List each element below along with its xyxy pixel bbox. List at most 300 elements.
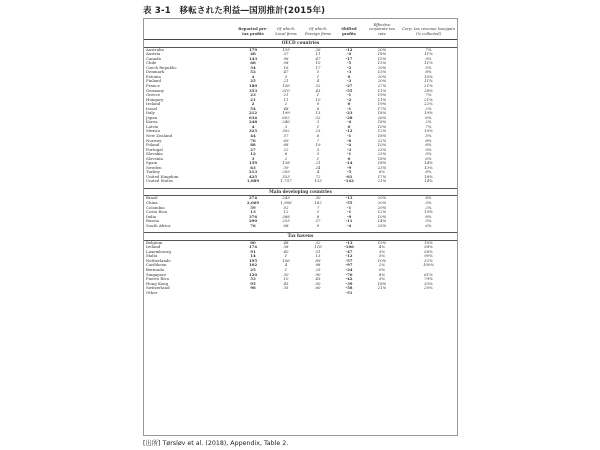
cell-foreign: 1	[316, 155, 320, 161]
col-header-gain: Corp. tax revenue loss/gain (% collected)	[400, 19, 457, 40]
cell-shifted: -5	[346, 169, 352, 175]
cell-rate: 27%	[377, 83, 387, 88]
cell-shifted: -3	[346, 69, 352, 75]
cell-profits: 63	[250, 164, 256, 170]
cell-profits: 21	[250, 96, 256, 102]
cell-gain: 8%	[425, 137, 432, 143]
cell-gain: 7%	[425, 46, 432, 52]
cell-local: 11	[283, 96, 289, 102]
cell-foreign: 37	[315, 218, 321, 224]
cell-local: 30	[283, 271, 289, 277]
cell-country: Mexico	[146, 128, 161, 134]
cell-profits: 4	[251, 123, 255, 129]
cell-gain: 61%	[424, 271, 433, 277]
cell-foreign: 8	[316, 213, 320, 219]
cell-gain: 2%	[425, 105, 432, 111]
cell-shifted: -4	[346, 222, 352, 228]
cell-foreign: 17	[315, 64, 321, 70]
cell-shifted: -1	[346, 151, 352, 157]
cell-country: Ireland	[146, 101, 161, 107]
cell-gain: 7%	[425, 123, 432, 129]
cell-foreign: 9	[316, 222, 320, 228]
cell-country: Spain	[146, 160, 158, 166]
cell-country: Russia	[146, 218, 159, 224]
page-title: 表 3-1 移転された利益―国別推計(2015年)	[143, 6, 326, 16]
cell-shifted: -1	[346, 204, 352, 210]
cell-rate: 10%	[377, 142, 387, 148]
cell-profits: 274	[248, 195, 258, 201]
cell-local: 1,906	[280, 199, 292, 205]
cell-rate: 21%	[377, 285, 387, 291]
cell-rate: 10%	[377, 257, 387, 263]
cell-profits: 25	[250, 266, 256, 272]
cell-shifted: -3	[346, 78, 352, 84]
cell-foreign: 6	[316, 105, 320, 111]
cell-gain: 6%	[425, 114, 432, 120]
header-row	[144, 19, 457, 40]
cell-shifted: -2	[346, 96, 352, 102]
cell-rate: 19%	[377, 239, 387, 245]
cell-shifted: 0	[347, 155, 351, 161]
cell-profits: 76	[250, 222, 256, 228]
cell-gain: 8%	[425, 213, 432, 219]
cell-country: Canada	[146, 55, 161, 61]
cell-foreign: 116	[314, 244, 322, 250]
cell-gain	[400, 291, 457, 296]
cell-shifted: -4	[346, 51, 352, 57]
cell-foreign: 32	[315, 114, 321, 120]
cell-country: United Kingdom	[146, 173, 179, 179]
cell-foreign: 32	[315, 239, 321, 245]
cell-local: 22	[283, 146, 289, 152]
cell-rate: 3%	[378, 248, 386, 254]
cell-foreign: 32	[315, 83, 321, 88]
cell-profits: 88	[250, 142, 256, 148]
cell-country: Netherlands	[146, 257, 171, 263]
cell-country: New Zealand	[146, 133, 173, 139]
cell-country: Other	[146, 289, 158, 295]
cell-country: Bermuda	[146, 266, 165, 272]
cell-country: Caribbean	[146, 262, 167, 268]
cell-local: 68	[283, 142, 289, 148]
cell-country: Malta	[146, 253, 158, 259]
cell-local: 3	[284, 123, 288, 129]
cell-country: Latvia	[146, 123, 159, 129]
section-header	[144, 189, 457, 196]
cell-profits: 13	[250, 209, 256, 215]
cell-shifted: -2	[346, 64, 352, 70]
cell-local: 302	[282, 128, 290, 134]
cell-profits: 195	[248, 257, 258, 263]
cell-profits: 25	[250, 78, 256, 84]
cell-profits: 23	[250, 92, 256, 98]
cell-foreign: 5	[316, 146, 320, 152]
cell-profits: 102	[248, 262, 258, 268]
cell-rate: 18%	[377, 133, 387, 139]
cell-shifted: -13	[345, 195, 353, 201]
cell-gain: 100%	[422, 262, 435, 268]
cell-rate: 3%	[378, 276, 386, 282]
cell-foreign: 50	[315, 280, 321, 286]
cell-shifted: -24	[345, 266, 353, 272]
col-header-shifted: Shifted profits	[334, 19, 364, 40]
cell-local: 1,757	[280, 178, 292, 184]
cell-profits: 290	[248, 218, 258, 224]
cell-shifted: -97	[345, 262, 353, 268]
cell-country: Czech Republic	[146, 64, 177, 70]
cell-country: China	[146, 199, 158, 205]
col-header-country	[144, 19, 236, 40]
cell-shifted: -5	[346, 60, 352, 66]
cell-shifted: -57	[345, 257, 353, 263]
cell-local: 68	[283, 222, 289, 228]
cell-local: 1	[284, 253, 288, 259]
cell-rate: 15%	[377, 69, 387, 75]
cell-local: 16	[283, 64, 289, 70]
cell-profits: 95	[250, 280, 256, 286]
cell-gain: 7%	[425, 92, 432, 98]
cell-country: Hong Kong	[146, 280, 169, 286]
cell-local: 21	[283, 78, 289, 84]
cell-foreign: 0	[316, 101, 320, 107]
data-table	[144, 19, 457, 295]
cell-foreign: 1	[316, 92, 320, 98]
section-title: Tax havens	[144, 233, 457, 240]
cell-gain: 79%	[424, 276, 433, 282]
cell-foreign: 60	[315, 285, 321, 291]
cell-profits	[236, 291, 270, 296]
cell-local: 21	[283, 92, 289, 98]
cell-foreign: 10	[315, 96, 321, 102]
cell-shifted: -61	[345, 173, 353, 179]
cell-foreign: 3	[316, 119, 320, 125]
cell-rate: 11%	[377, 96, 387, 102]
cell-foreign: 90	[315, 271, 321, 277]
cell-profits: 59	[250, 204, 256, 210]
cell-shifted: 0	[347, 123, 351, 129]
cell-profits: 68	[250, 60, 256, 66]
cell-country: Switzerland	[146, 285, 170, 291]
cell-profits: 212	[248, 110, 258, 116]
cell-local: 209	[282, 169, 290, 175]
cell-shifted: -58	[345, 285, 353, 291]
cell-gain: 14%	[424, 160, 433, 166]
cell-profits: 48	[250, 51, 256, 57]
cell-country: Japan	[146, 114, 158, 120]
cell-local: 12	[283, 209, 289, 215]
cell-country: Ireland	[146, 244, 161, 250]
cell-shifted: -27	[345, 83, 353, 88]
cell-profits: 248	[248, 119, 258, 125]
cell-gain: 11%	[424, 78, 433, 84]
cell-rate: 19%	[377, 101, 387, 107]
cell-shifted: -9	[346, 164, 352, 170]
cell-shifted: -106	[344, 244, 354, 250]
cell-profits: 325	[248, 128, 258, 134]
cell-rate: 20%	[377, 73, 387, 79]
cell-local: 10	[283, 276, 289, 282]
cell-country: Poland	[146, 142, 160, 148]
cell-shifted: -47	[345, 248, 353, 254]
cell-profits: 53	[250, 276, 256, 282]
cell-rate: 12%	[377, 128, 387, 134]
cell-country: Finland	[146, 78, 162, 84]
cell-profits: 14	[250, 253, 256, 259]
cell-profits: 76	[250, 137, 256, 143]
cell-foreign: 98	[315, 262, 321, 268]
cell-country: Sweden	[146, 164, 162, 170]
cell-local: 96	[283, 55, 289, 61]
cell-country: Singapore	[146, 271, 167, 277]
cell-country: Puerto Rico	[146, 276, 170, 282]
cell-rate: 18%	[377, 155, 387, 161]
cell-profits: 2,069	[246, 199, 260, 205]
cell-profits: 179	[248, 46, 258, 52]
col-header-rate: Effective corporate tax rate	[364, 19, 400, 40]
cell-gain: 6%	[425, 222, 432, 228]
cell-foreign: 1	[316, 209, 320, 215]
cell-gain: 3%	[425, 199, 432, 205]
cell-local: 58	[283, 244, 289, 250]
cell-gain: 20%	[424, 285, 433, 291]
cell-local: 48	[283, 239, 289, 245]
cell-foreign: 13	[315, 253, 321, 259]
cell-gain: 33%	[424, 280, 433, 286]
cell-foreign: 25	[315, 266, 321, 272]
cell-shifted: -1	[346, 209, 352, 215]
cell-shifted: -70	[345, 271, 353, 277]
cell-rate: 18%	[377, 51, 387, 57]
cell-foreign: 10	[315, 60, 321, 66]
cell-profits: 353	[248, 87, 258, 93]
cell-profits: 174	[248, 244, 258, 250]
cell-rate: 14%	[377, 218, 387, 224]
cell-country: Greece	[146, 92, 161, 98]
cell-foreign: 30	[315, 195, 321, 201]
cell-rate: 23%	[377, 146, 387, 152]
cell-country: Slovenia	[146, 155, 163, 161]
cell-gain: 58%	[424, 244, 433, 250]
cell-local: 2	[284, 155, 288, 161]
cell-shifted: -42	[345, 276, 353, 282]
cell-shifted: -12	[345, 128, 353, 134]
cell-gain: 5%	[425, 133, 432, 139]
col-header-local: Of which: Local firms	[270, 19, 302, 40]
cell-profits: 91	[250, 248, 256, 254]
section-header	[144, 40, 457, 47]
cell-foreign: 24	[315, 164, 321, 170]
cell-foreign: 7	[316, 137, 320, 143]
col-header-profits: Reported pre-tax profits	[236, 19, 270, 40]
cell-gain: 56%	[424, 248, 433, 254]
cell-country: France	[146, 83, 160, 88]
cell-rate: 4%	[378, 244, 386, 250]
cell-profits: 159	[248, 160, 258, 166]
cell-shifted: -11	[345, 218, 353, 224]
cell-shifted: -142	[344, 178, 354, 184]
cell-profits: 1,889	[246, 178, 260, 184]
cell-rate: 25%	[377, 222, 387, 228]
cell-profits: 143	[248, 55, 258, 61]
cell-shifted: -12	[345, 253, 353, 259]
cell-country: Norway	[146, 137, 162, 143]
cell-country: Hungary	[146, 96, 164, 102]
cell-gain: 28%	[424, 87, 433, 93]
cell-shifted: -51	[345, 289, 353, 295]
cell-foreign: 89	[315, 257, 321, 263]
cell-shifted: 0	[347, 101, 351, 107]
cell-gain: 9%	[425, 146, 432, 152]
cell-country: Australia	[146, 46, 164, 52]
cell-gain: 2%	[425, 204, 432, 210]
cell-gain: 13%	[424, 164, 433, 170]
cell-shifted: -55	[345, 199, 353, 205]
cell-country: Colombia	[146, 204, 165, 210]
cell-rate: 18%	[377, 280, 387, 286]
cell-foreign: 13	[315, 110, 321, 116]
cell-rate: 17%	[377, 173, 387, 179]
cell-foreign: 43	[315, 87, 321, 93]
cell-gain: 6%	[425, 155, 432, 161]
cell-country: Slovakia	[146, 151, 163, 157]
cell-profits: 98	[250, 285, 256, 291]
cell-country: Portugal	[146, 146, 163, 152]
cell-rate: 23%	[377, 151, 387, 157]
cell-rate: 17%	[377, 105, 387, 111]
cell-shifted: -12	[345, 46, 353, 52]
source-note: [出所] Tørsløv et al. (2018), Appendix, Table 2.	[143, 440, 289, 447]
cell-local: 243	[282, 195, 290, 201]
cell-country: Denmark	[146, 69, 165, 75]
cell-gain: 8%	[425, 69, 432, 75]
cell-local: 35	[283, 285, 289, 291]
cell-gain: 19%	[424, 110, 433, 116]
cell-shifted: -1	[346, 105, 352, 111]
cell-country: Luxembourg	[146, 248, 171, 254]
cell-gain: 2%	[425, 119, 432, 125]
cell-gain: 90%	[424, 253, 433, 259]
cell-profits: 376	[248, 213, 258, 219]
cell-country: Italy	[146, 110, 155, 116]
cell-foreign: 5	[316, 151, 320, 157]
cell-foreign: 133	[314, 178, 322, 184]
cell-rate: 12%	[377, 209, 387, 215]
cell-rate: 15%	[377, 60, 387, 66]
cell-profits: 34	[250, 64, 256, 70]
cell-gain: 32%	[424, 257, 433, 263]
cell-country: India	[146, 213, 157, 219]
cell-local: 69	[283, 137, 289, 143]
cell-country: Chile	[146, 60, 157, 66]
cell-profits: 2	[251, 101, 255, 107]
cell-local: 58	[283, 60, 289, 66]
cell-profits: 54	[250, 105, 256, 111]
cell-shifted: 0	[347, 73, 351, 79]
cell-local: 3	[284, 73, 288, 79]
cell-rate: 6%	[378, 169, 386, 175]
cell-local: 253	[282, 218, 290, 224]
cell-rate: 5%	[378, 253, 386, 259]
cell-foreign	[302, 291, 334, 296]
cell-country: Austria	[146, 51, 161, 57]
cell-country: Brazil	[146, 195, 158, 201]
cell-profits: 425	[248, 173, 258, 179]
cell-rate: 20%	[377, 195, 387, 201]
cell-rate: 18%	[377, 110, 387, 116]
cell-gain: 16%	[424, 239, 433, 245]
cell-country: South Africa	[146, 222, 171, 228]
cell-local: 48	[283, 105, 289, 111]
cell-local: 368	[282, 213, 290, 219]
cell-rate: 15%	[377, 55, 387, 61]
cell-gain: 11%	[424, 60, 433, 66]
cell-profits: 44	[250, 133, 256, 139]
cell-foreign: 4	[316, 78, 320, 84]
cell-rate: 23%	[377, 164, 387, 170]
cell-gain: 10%	[424, 128, 433, 134]
cell-profits: 27	[250, 146, 256, 152]
cell-shifted: -17	[345, 55, 353, 61]
cell-foreign: 1	[316, 123, 320, 129]
cell-foreign: 51	[315, 248, 321, 254]
section-title: Main developing countries	[144, 189, 457, 196]
cell-rate: 8%	[378, 271, 386, 277]
cell-foreign: 6	[316, 133, 320, 139]
cell-gain: 10%	[424, 73, 433, 79]
cell-profits: 120	[248, 271, 258, 277]
cell-profits: 180	[248, 83, 258, 88]
cell-profits: 213	[248, 169, 258, 175]
cell-gain: 22%	[424, 101, 433, 107]
profit-shifting-table	[143, 18, 458, 436]
cell-gain: 8%	[425, 169, 432, 175]
section-header	[144, 233, 457, 240]
cell-country: Belgium	[146, 239, 163, 245]
cell-profits: 12	[250, 151, 256, 157]
cell-gain: 18%	[424, 173, 433, 179]
cell-country: Costa Rica	[146, 209, 168, 215]
cell-shifted: -39	[345, 280, 353, 286]
cell-local: 4	[284, 262, 288, 268]
cell-rate: 26%	[377, 114, 387, 120]
cell-profits: 80	[250, 239, 256, 245]
cell-foreign: 23	[315, 128, 321, 134]
cell-local: 6	[284, 151, 288, 157]
cell-rate: 10%	[377, 213, 387, 219]
cell-gain: 8%	[425, 142, 432, 148]
cell-country: Korea	[146, 119, 158, 125]
cell-local: 37	[283, 133, 289, 139]
cell-rate: 2%	[378, 262, 386, 268]
cell-local: 310	[282, 87, 290, 93]
cell-rate: 19%	[377, 92, 387, 98]
cell-foreign: 43	[315, 276, 321, 282]
cell-local: 246	[282, 119, 290, 125]
cell-shifted: -28	[345, 114, 353, 120]
cell-local: 37	[283, 51, 289, 57]
cell-rate: 20%	[377, 78, 387, 84]
cell-local: 40	[283, 248, 289, 254]
cell-rate	[364, 291, 400, 296]
cell-gain: 8%	[425, 195, 432, 201]
cell-country: Turkey	[146, 169, 160, 175]
cell-shifted: -23	[345, 110, 353, 116]
cell-profits: 3	[251, 155, 255, 161]
cell-shifted: -55	[345, 87, 353, 93]
cell-gain: 21%	[424, 96, 433, 102]
cell-rate: 20%	[377, 64, 387, 70]
cell-foreign: 11	[315, 51, 321, 57]
